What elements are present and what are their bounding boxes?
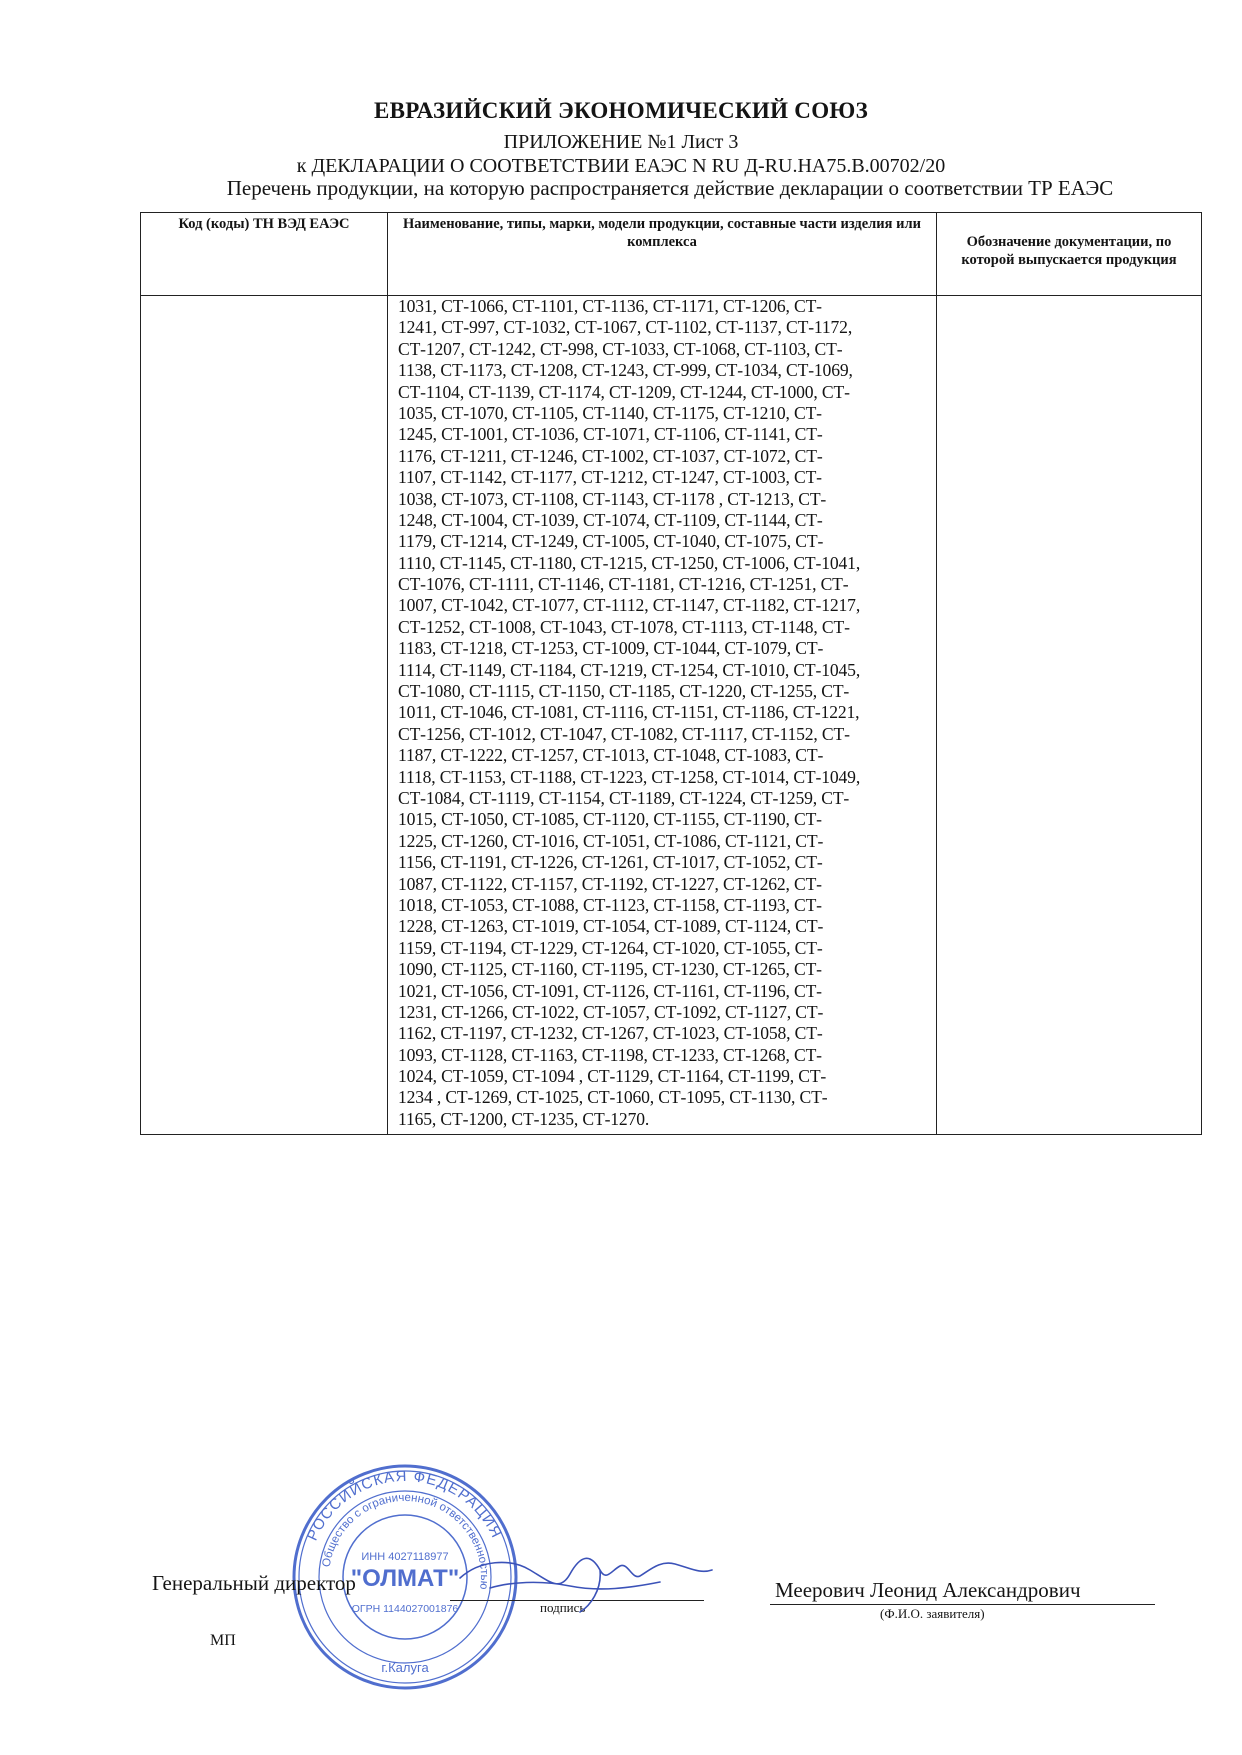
model-line: 1228, СТ-1263, СТ-1019, СТ-1054, СТ-1089, СТ-1124, СТ- [398,916,824,937]
model-line: 1035, СТ-1070, СТ-1105, СТ-1140, СТ-1175, СТ-1210, СТ- [398,402,822,423]
header-tnved-code: Код (коды) ТН ВЭД ЕАЭС [141,213,388,296]
model-line: СТ-1076, СТ-1111, СТ-1146, СТ-1181, СТ-1216, СТ-1251, СТ- [398,574,849,595]
document-header [0,96,1242,178]
model-line: 1187, СТ-1222, СТ-1257, СТ-1013, СТ-1048, СТ-1083, СТ- [398,745,824,766]
models-cell [388,296,937,1135]
model-line: 1156, СТ-1191, СТ-1226, СТ-1261, СТ-1017, СТ-1052, СТ- [398,852,823,873]
stamp-ogrn: ОГРН 1144027001876 [351,1603,459,1615]
header-documentation: Обозначение документации, по которой выпускается продукция [937,213,1202,296]
name-caption: (Ф.И.О. заявителя) [880,1606,985,1621]
model-line: 1021, СТ-1056, СТ-1091, СТ-1126, СТ-1161, СТ-1196, СТ- [398,980,822,1001]
model-line: СТ-1256, СТ-1012, СТ-1047, СТ-1082, СТ-1117, СТ-1152, СТ- [398,723,850,744]
model-line: 1011, СТ-1046, СТ-1081, СТ-1116, СТ-1151, СТ-1186, СТ-1221, [398,702,860,723]
declaration-number: к ДЕКЛАРАЦИИ О СООТВЕТСТВИИ ЕАЭС N RU Д-RU.НА75.В.00702/20 [296,155,946,177]
product-table [140,212,1202,1135]
product-list-title: Перечень продукции, на которую распространяется действие декларации о соответствии ТР ЕАЭС [226,176,1114,200]
model-line: 1241, СТ-997, СТ-1032, СТ-1067, СТ-1102, СТ-1137, СТ-1172, [398,317,853,338]
seal-place-label: МП [210,1632,236,1649]
stamp-company: "ОЛМАТ" [350,1565,460,1592]
model-line: 1183, СТ-1218, СТ-1253, СТ-1009, СТ-1044, СТ-1079, СТ- [398,638,824,659]
model-line: СТ-1207, СТ-1242, СТ-998, СТ-1033, СТ-1068, СТ-1103, СТ- [398,338,843,359]
model-line: СТ-1104, СТ-1139, СТ-1174, СТ-1209, СТ-1244, СТ-1000, СТ- [398,381,850,402]
table-row [141,296,1202,1135]
model-line: 1093, СТ-1128, СТ-1163, СТ-1198, СТ-1233, СТ-1268, СТ- [398,1044,822,1065]
documentation-cell [937,296,1202,1135]
model-line: 1231, СТ-1266, СТ-1022, СТ-1057, СТ-1092, СТ-1127, СТ- [398,1001,824,1022]
model-line: 1162, СТ-1197, СТ-1232, СТ-1267, СТ-1023, СТ-1058, СТ- [398,1023,823,1044]
model-line: 1090, СТ-1125, СТ-1160, СТ-1195, СТ-1230, СТ-1265, СТ- [398,959,822,980]
model-line: 1176, СТ-1211, СТ-1246, СТ-1002, СТ-1037, СТ-1072, СТ- [398,445,823,466]
stamp-inner-text: Общество с ограниченной ответственностью [320,1491,491,1590]
model-line: 1179, СТ-1214, СТ-1249, СТ-1005, СТ-1040, СТ-1075, СТ- [398,531,824,552]
signatory-position: Генеральный директор [152,1571,356,1595]
model-line: 1245, СТ-1001, СТ-1036, СТ-1071, СТ-1106, СТ-1141, СТ- [398,424,823,445]
model-line: 1225, СТ-1260, СТ-1016, СТ-1051, СТ-1086, СТ-1121, СТ- [398,830,824,851]
handwritten-signature [450,1530,720,1620]
table-header-row [141,213,1202,296]
signature-caption: подпись [540,1600,586,1615]
stamp-inn: ИНН 4027118977 [361,1551,449,1563]
model-line: 1107, СТ-1142, СТ-1177, СТ-1212, СТ-1247, СТ-1003, СТ- [398,467,822,488]
model-line: 1031, СТ-1066, СТ-1101, СТ-1136, СТ-1171, СТ-1206, СТ- [398,296,822,316]
stamp-city: г.Калуга [381,1660,429,1675]
model-line: 1234 , СТ-1269, СТ-1025, СТ-1060, СТ-1095, СТ-1130, СТ- [398,1087,828,1108]
union-title: ЕВРАЗИЙСКИЙ ЭКОНОМИЧЕСКИЙ СОЮЗ [373,98,869,123]
model-line: СТ-1084, СТ-1119, СТ-1154, СТ-1189, СТ-1224, СТ-1259, СТ- [398,787,850,808]
signatory-name: Меерович Леонид Александрович [775,1578,1081,1602]
model-line: 1248, СТ-1004, СТ-1039, СТ-1074, СТ-1109, СТ-1144, СТ- [398,509,823,530]
model-line: 1110, СТ-1145, СТ-1180, СТ-1215, СТ-1250, СТ-1006, СТ-1041, [398,552,861,573]
model-line: 1038, СТ-1073, СТ-1108, СТ-1143, СТ-1178 , СТ-1213, СТ- [398,488,827,509]
annex-title: ПРИЛОЖЕНИЕ №1 Лист 3 [503,131,739,153]
header-product-name: Наименование, типы, марки, модели продукции, составные части изделия или комплекса [388,213,937,296]
model-line: 1087, СТ-1122, СТ-1157, СТ-1192, СТ-1227, СТ-1262, СТ- [398,873,822,894]
model-line: 1007, СТ-1042, СТ-1077, СТ-1112, СТ-1147, СТ-1182, СТ-1217, [398,595,861,616]
model-line: 1159, СТ-1194, СТ-1229, СТ-1264, СТ-1020, СТ-1055, СТ- [398,937,823,958]
model-line: СТ-1080, СТ-1115, СТ-1150, СТ-1185, СТ-1220, СТ-1255, СТ- [398,681,850,702]
model-line: 1015, СТ-1050, СТ-1085, СТ-1120, СТ-1155, СТ-1190, СТ- [398,809,822,830]
model-line: СТ-1252, СТ-1008, СТ-1043, СТ-1078, СТ-1113, СТ-1148, СТ- [398,616,850,637]
model-line: 1138, СТ-1173, СТ-1208, СТ-1243, СТ-999, СТ-1034, СТ-1069, [398,360,853,381]
model-line: 1114, СТ-1149, СТ-1184, СТ-1219, СТ-1254, СТ-1010, СТ-1045, [398,659,861,680]
name-line [770,1604,1155,1605]
model-line: 1024, СТ-1059, СТ-1094 , СТ-1129, СТ-1164, СТ-1199, СТ- [398,1066,827,1087]
stamp-outer-text: РОССИЙСКАЯ ФЕДЕРАЦИЯ [303,1467,506,1544]
model-line: 1118, СТ-1153, СТ-1188, СТ-1223, СТ-1258, СТ-1014, СТ-1049, [398,766,861,787]
model-line: 1018, СТ-1053, СТ-1088, СТ-1123, СТ-1158, СТ-1193, СТ- [398,894,822,915]
code-cell [141,296,388,1135]
model-line: 1165, СТ-1200, СТ-1235, СТ-1270. [398,1108,650,1129]
